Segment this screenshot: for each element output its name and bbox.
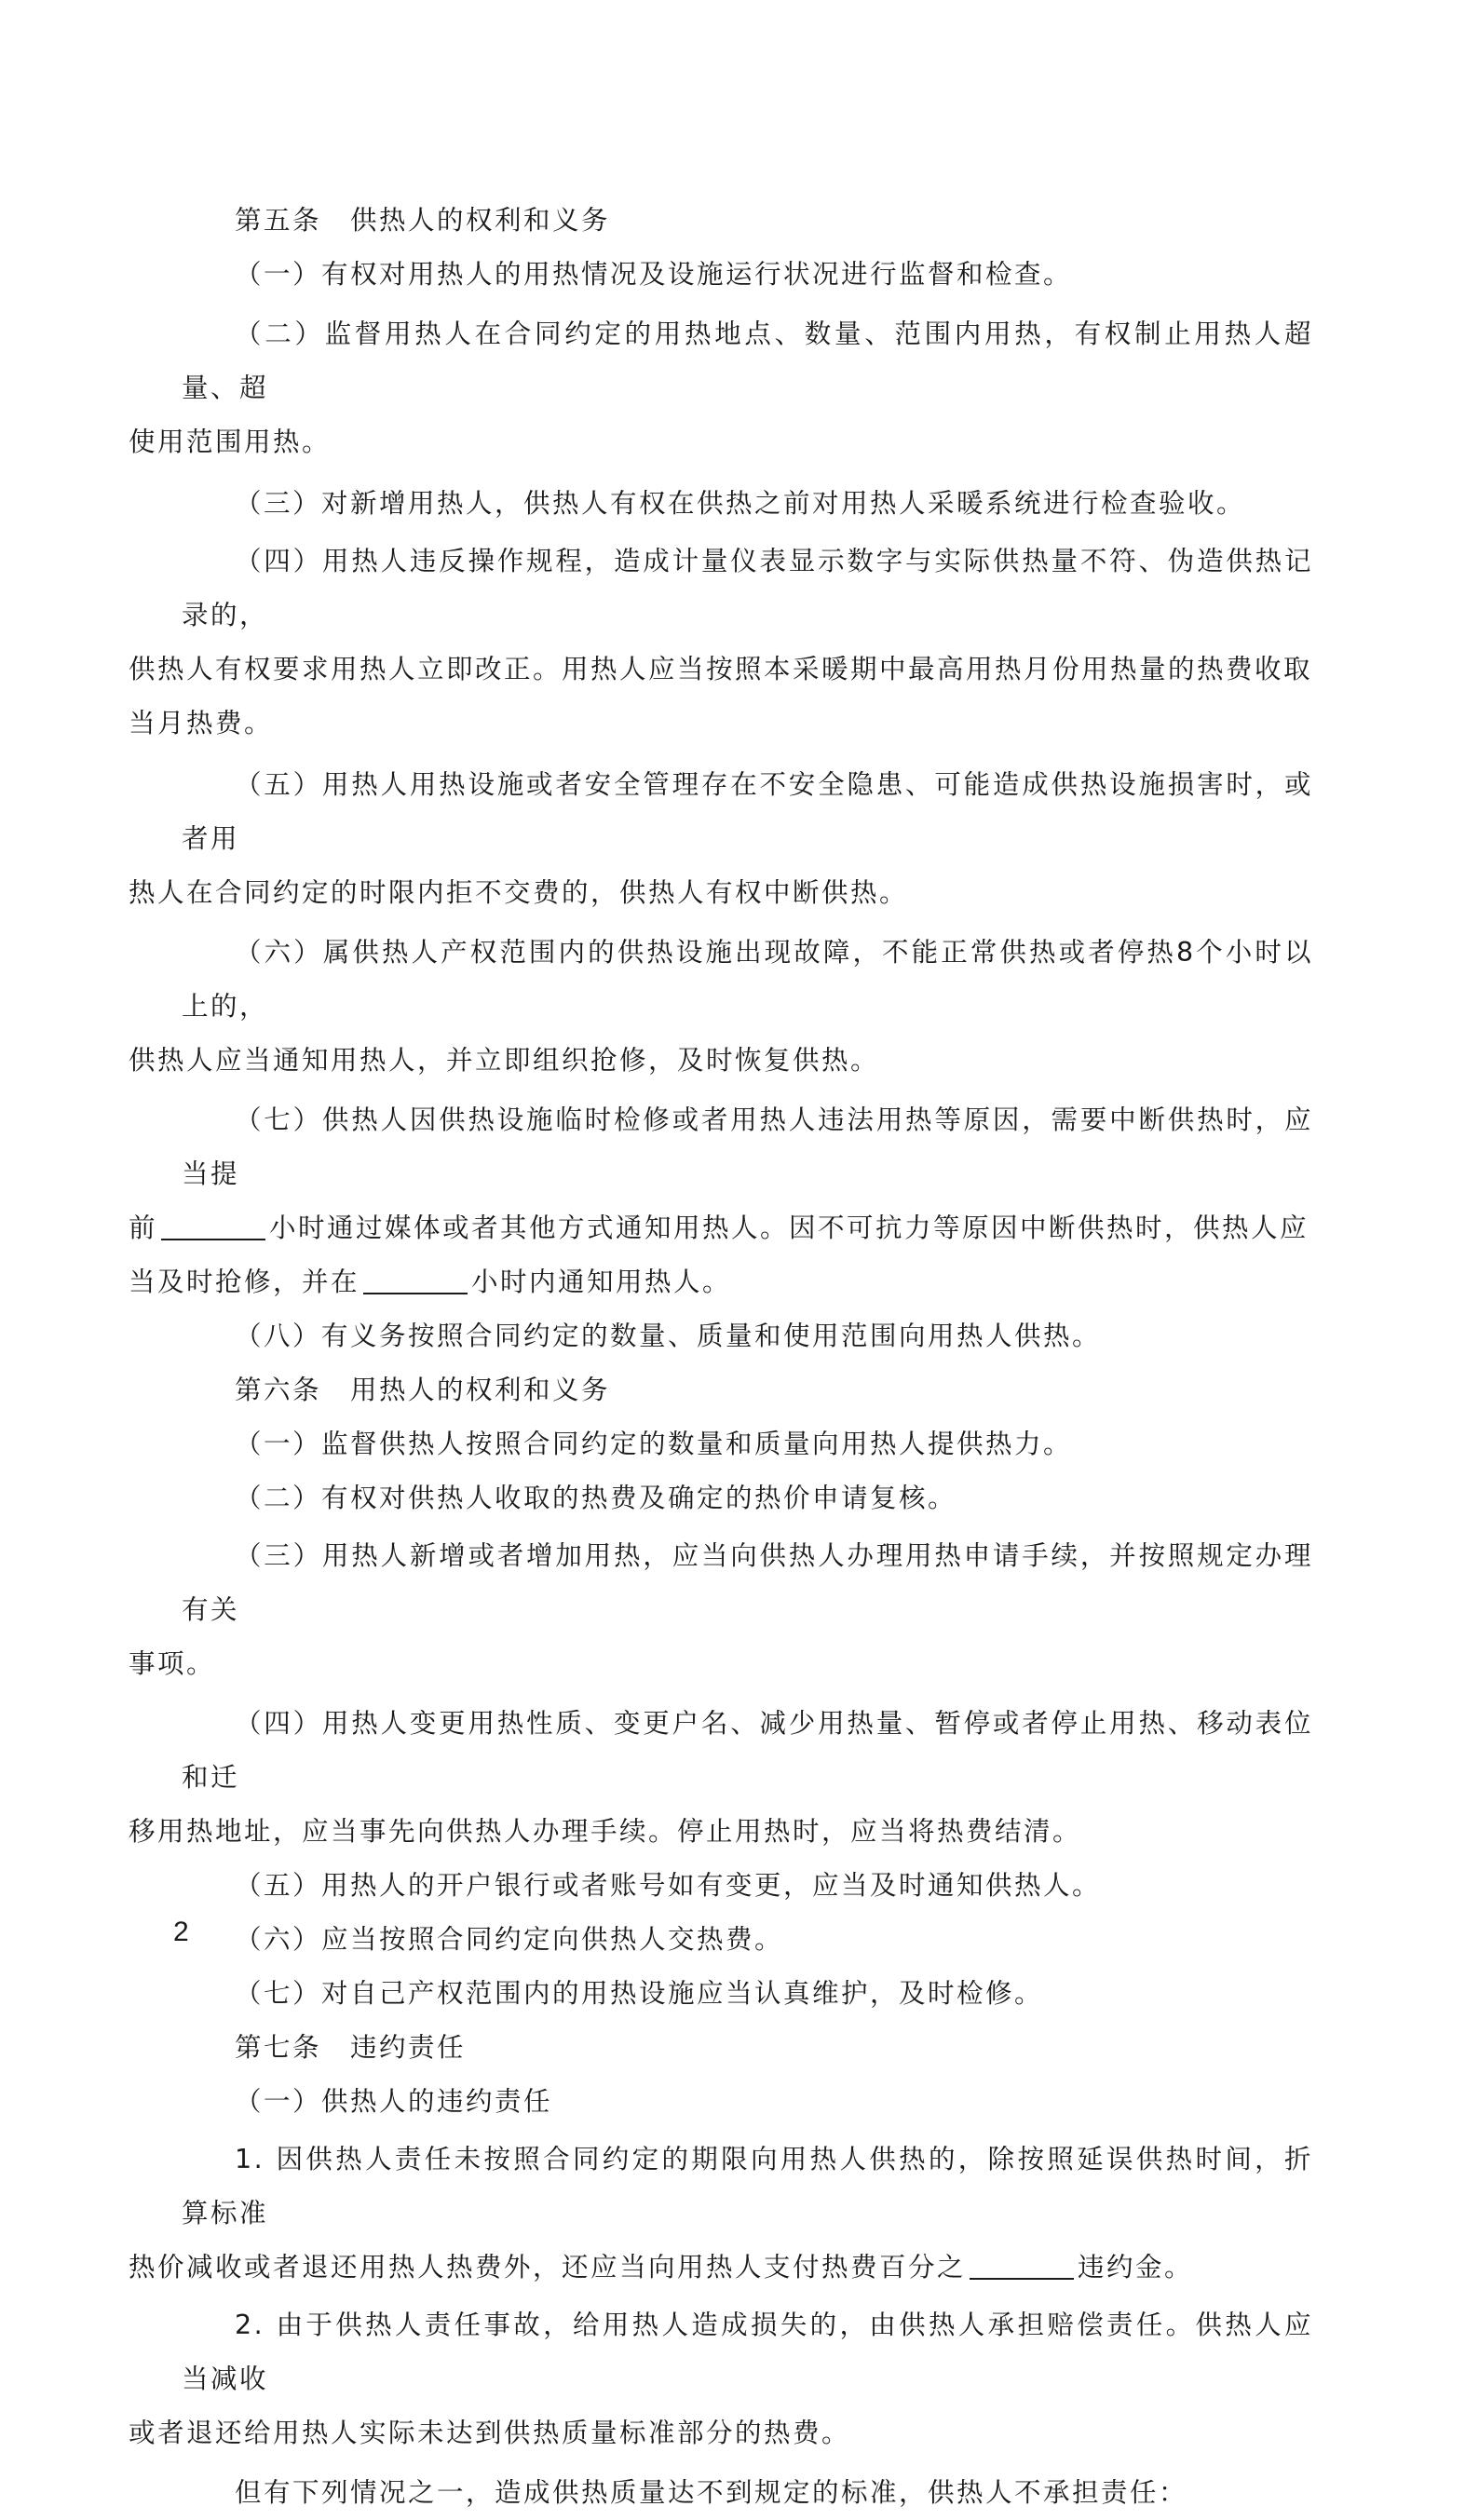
text-segment: （三）对新增用热人，供热人有权在供热之前对用热人采暖系统进行检查验收。 [235, 488, 1246, 519]
text-line [182, 1529, 1313, 1637]
paragraph [182, 248, 1313, 302]
text-segment: （五）用热人的开户银行或者账号如有变更，应当及时通知供热人。 [235, 1870, 1102, 1901]
text-segment: 供热人应当通知用热人，并立即组织抢修，及时恢复供热。 [129, 1045, 880, 1076]
paragraph [182, 2021, 1313, 2075]
text-segment: （二）有权对供热人收取的热费及确定的热价申请复核。 [235, 1483, 957, 1513]
text-line [129, 1805, 1313, 1859]
text-line [182, 194, 1313, 248]
paragraph [129, 1529, 1313, 1691]
text-line [129, 1034, 1313, 1088]
text-line [129, 1201, 1313, 1255]
text-segment: （八）有义务按照合同约定的数量、质量和使用范围向用热人供热。 [235, 1321, 1102, 1351]
text-segment: （一）有权对用热人的用热情况及设施运行状况进行监督和检查。 [235, 259, 1073, 290]
paragraph [182, 1417, 1313, 1471]
text-segment: （六）属供热人产权范围内的供热设施出现故障，不能正常供热或者停热8个小时以上的， [182, 937, 1313, 1022]
text-segment: （一）监督供热人按照合同约定的数量和质量向用热人提供热力。 [235, 1429, 1073, 1459]
text-line [182, 2075, 1313, 2129]
paragraph [182, 2075, 1313, 2129]
text-line [182, 2021, 1313, 2075]
paragraph [129, 2298, 1313, 2460]
text-segment: 1. 因供热人责任未按照合同约定的期限向用热人供热的，除按照延误供热时间，折算标准 [182, 2144, 1313, 2229]
paragraph [182, 2466, 1313, 2520]
paragraph [182, 477, 1313, 531]
text-line [182, 1417, 1313, 1471]
text-segment: （四）用热人变更用热性质、变更户名、减少用热量、暂停或者停止用热、移动表位和迁 [182, 1708, 1313, 1793]
text-line [129, 697, 1313, 751]
text-segment: 小时通过媒体或者其他方式通知用热人。因不可抗力等原因中断供热时，供热人应 [269, 1213, 1309, 1243]
text-segment: （四）用热人违反操作规程，造成计量仪表显示数字与实际供热量不符、伪造供热记录的， [182, 546, 1313, 630]
text-line [182, 1967, 1313, 2021]
text-segment: 第六条 用热人的权利和义务 [235, 1375, 611, 1405]
text-segment: 当及时抢修，并在 [129, 1267, 360, 1297]
page-number: 2 [173, 1917, 189, 1947]
paragraph [182, 1967, 1313, 2021]
text-segment: （七）供热人因供热设施临时检修或者用热人违法用热等原因，需要中断供热时，应当提 [182, 1104, 1313, 1189]
text-line [182, 2133, 1313, 2241]
document-body [129, 194, 1313, 2520]
text-line [182, 248, 1313, 302]
text-line [182, 1093, 1313, 1201]
text-segment: 小时内通知用热人。 [471, 1267, 732, 1297]
text-segment: 第七条 违约责任 [235, 2032, 467, 2063]
text-segment: 2. 由于供热人责任事故，给用热人造成损失的，由供热人承担赔偿责任。供热人应当减收 [182, 2310, 1313, 2394]
text-segment: 移用热地址，应当事先向供热人办理手续。停止用热时，应当将热费结清。 [129, 1816, 1082, 1847]
paragraph [182, 1471, 1313, 1525]
text-line [182, 1697, 1313, 1805]
text-segment: （六）应当按照合同约定向供热人交热费。 [235, 1924, 784, 1955]
text-line [182, 758, 1313, 866]
paragraph [182, 1363, 1313, 1417]
text-line [182, 1913, 1313, 1967]
text-line [129, 2241, 1313, 2295]
paragraph [129, 926, 1313, 1088]
paragraph [129, 1697, 1313, 1859]
text-line [182, 477, 1313, 531]
paragraph [129, 758, 1313, 920]
text-segment: 违约金。 [1078, 2252, 1194, 2283]
paragraph [182, 1309, 1313, 1363]
paragraph [182, 1913, 1313, 1967]
text-segment: 供热人有权要求用热人立即改正。用热人应当按照本采暖期中最高用热月份用热量的热费收取 [129, 654, 1313, 684]
text-line [129, 1637, 1313, 1691]
text-segment: 第五条 供热人的权利和义务 [235, 205, 611, 236]
text-line [182, 926, 1313, 1034]
paragraph [129, 1093, 1313, 1309]
text-segment: 事项。 [129, 1648, 216, 1679]
paragraph [129, 535, 1313, 751]
text-line [129, 643, 1313, 697]
text-line [182, 535, 1313, 643]
paragraph [182, 194, 1313, 248]
paragraph [129, 307, 1313, 469]
text-line [129, 1255, 1313, 1309]
text-line [129, 2406, 1313, 2460]
fill-in-blank [161, 1213, 265, 1240]
text-segment: 当月热费。 [129, 708, 274, 738]
text-segment: 但有下列情况之一，造成供热质量达不到规定的标准，供热人不承担责任： [235, 2477, 1188, 2508]
text-segment: （五）用热人用热设施或者安全管理存在不安全隐患、可能造成供热设施损害时，或者用 [182, 769, 1313, 854]
text-segment: 或者退还给用热人实际未达到供热质量标准部分的热费。 [129, 2418, 851, 2448]
text-line [182, 2466, 1313, 2520]
fill-in-blank [970, 2252, 1074, 2280]
fill-in-blank [363, 1267, 468, 1294]
text-line [182, 1309, 1313, 1363]
text-line [182, 2298, 1313, 2406]
text-line [182, 1859, 1313, 1913]
text-segment: （七）对自己产权范围内的用热设施应当认真维护，及时检修。 [235, 1978, 1044, 2009]
text-segment: （二）监督用热人在合同约定的用热地点、数量、范围内用热，有权制止用热人超量、超 [182, 318, 1313, 403]
text-line [129, 415, 1313, 469]
paragraph [182, 1859, 1313, 1913]
text-segment: （一）供热人的违约责任 [235, 2086, 553, 2117]
text-segment: 热人在合同约定的时限内拒不交费的，供热人有权中断供热。 [129, 877, 909, 908]
text-line [129, 866, 1313, 920]
text-line [182, 1471, 1313, 1525]
text-line [182, 307, 1313, 415]
text-segment: 热价减收或者退还用热人热费外，还应当向用热人支付热费百分之 [129, 2252, 967, 2283]
text-line [182, 1363, 1313, 1417]
paragraph [129, 2133, 1313, 2295]
text-segment: 前 [129, 1213, 158, 1243]
text-segment: （三）用热人新增或者增加用热，应当向供热人办理用热申请手续，并按照规定办理有关 [182, 1540, 1313, 1625]
text-segment: 使用范围用热。 [129, 427, 332, 457]
